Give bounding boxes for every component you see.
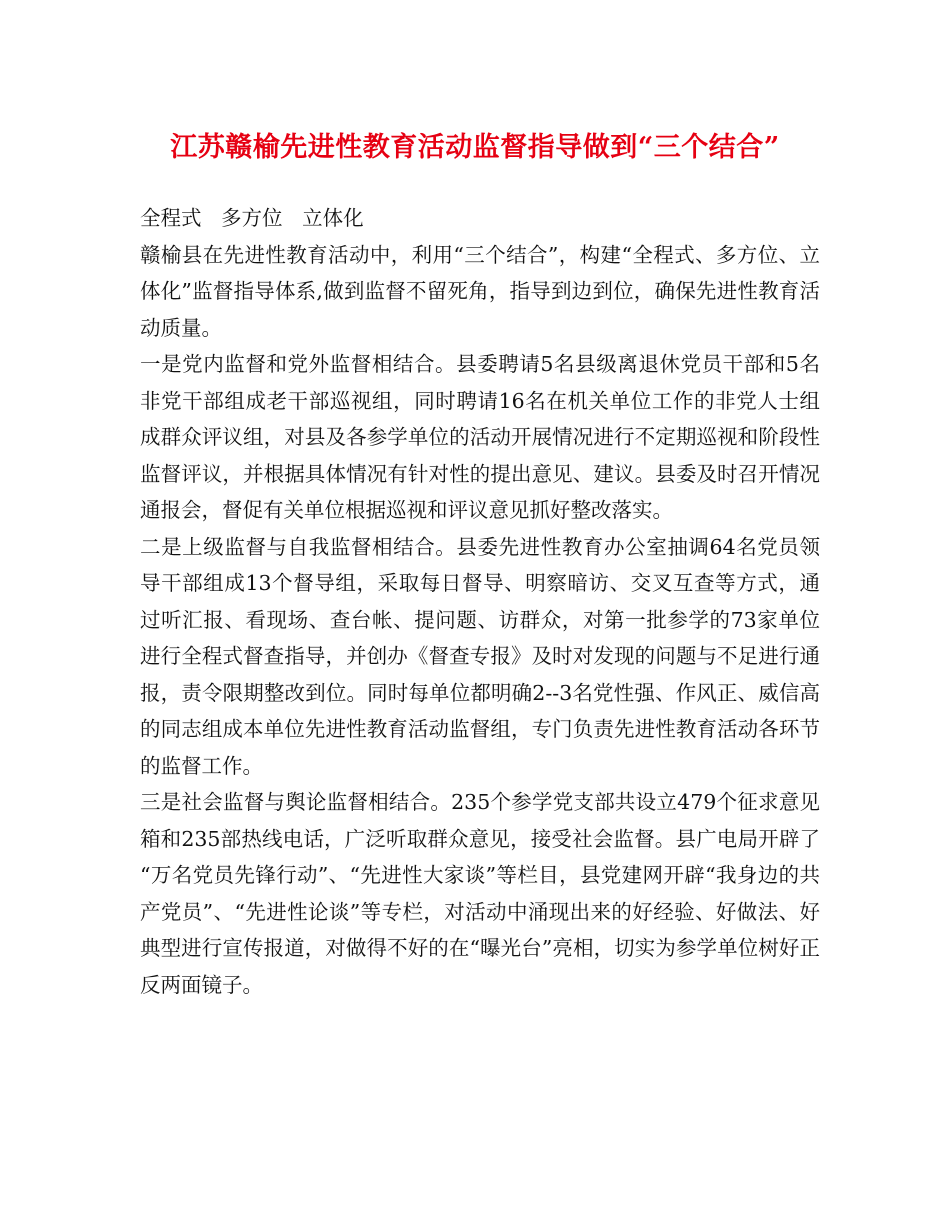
paragraph-point-one: 一是党内监督和党外监督相结合。县委聘请5名县级离退休党员干部和5名非党干部组成老干部巡视组，同时聘请16名在机关单位工作的非党人士组成群众评议组，对县及各参学单位的活动开展情况进行不定期巡视和阶段性监督评议，并根据具体情况有针对性的提出意见、建议。县委及时召开情况通报会，督促有关单位根据巡视和评议意见抓好整改落实。 (140, 352, 820, 522)
paragraph-point-two: 二是上级监督与自我监督相结合。县委先进性教育办公室抽调64名党员领导干部组成13个督导组，采取每日督导、明察暗访、交叉互查等方式，通过听汇报、看现场、查台帐、提问题、访群众，对第一批参学的73家单位进行全程式督查指导，并创办《督查专报》及时对发现的问题与不足进行通报，责令限期整改到位。同时每单位都明确2--3名党性强、作风正、威信高的同志组成本单位先进性教育活动监督组，专门负责先进性教育活动各环节的监督工作。 (140, 534, 820, 778)
document-subtitle: 全程式 多方位 立体化 (140, 206, 364, 230)
document-title: 江苏赣榆先进性教育活动监督指导做到“三个结合” (170, 132, 780, 163)
paragraph-point-three: 三是社会监督与舆论监督相结合。235个参学党支部共设立479个征求意见箱和235部热线电话，广泛听取群众意见，接受社会监督。县广电局开辟了 “万名党员先锋行动”、“先进性大家谈”等栏目，县党建网开辟“我身边的共产党员”、“先进性论谈”等专栏，对活动中涌现出来的好经验、好做法、好典型进行宣传报道，对做得不好的在“曝光台”亮相，切实为参学单位树好正反两面镜子。 (140, 790, 820, 997)
document-body (140, 200, 820, 1003)
paragraph-intro: 赣榆县在先进性教育活动中，利用“三个结合”，构建“全程式、多方位、立体化”监督指导体系,做到监督不留死角，指导到边到位，确保先进性教育活动质量。 (140, 242, 820, 340)
